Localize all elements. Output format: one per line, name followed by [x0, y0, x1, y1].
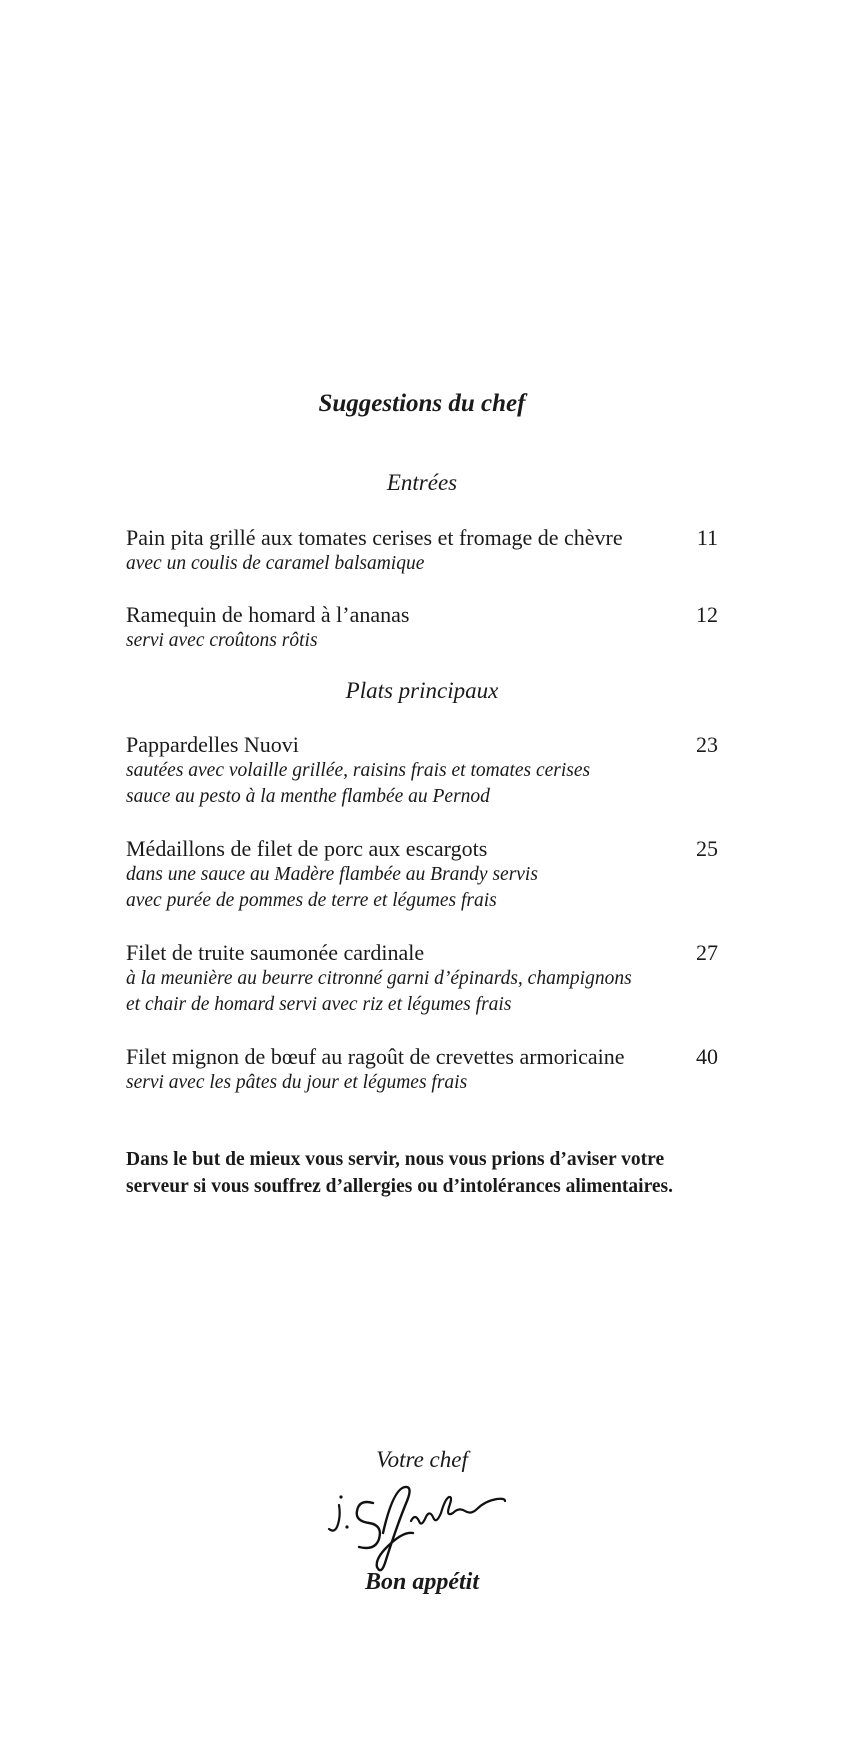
- menu-title: Suggestions du chef: [318, 390, 526, 417]
- item-description: avec purée de pommes de terre et légumes frais: [126, 890, 497, 911]
- item-name: Filet de truite saumonée cardinale: [126, 940, 425, 965]
- menu-item: [126, 601, 718, 654]
- item-name: Médaillons de filet de porc aux escargots: [126, 836, 488, 861]
- section-heading-entrees: Entrées: [386, 470, 458, 495]
- section-heading-plats-principaux: Plats principaux: [345, 678, 499, 703]
- menu-item: [126, 939, 718, 1018]
- item-name: Ramequin de homard à l’ananas: [126, 602, 410, 627]
- item-name: Pain pita grillé aux tomates cerises et fromage de chèvre: [126, 525, 623, 550]
- item-description: avec un coulis de caramel balsamique: [126, 553, 425, 574]
- item-price: 12: [696, 602, 718, 627]
- item-description: servi avec croûtons rôtis: [126, 630, 318, 651]
- chef-signature: [325, 1483, 515, 1573]
- menu-item: [126, 731, 718, 810]
- item-name: Pappardelles Nuovi: [126, 732, 299, 757]
- menu-item: [126, 1043, 718, 1096]
- item-price: 27: [696, 940, 718, 965]
- item-description: sautées avec volaille grillée, raisins frais et tomates cerises: [126, 760, 591, 781]
- item-description: dans une sauce au Madère flambée au Brandy servis: [126, 864, 538, 885]
- bon-appetit-label: Bon appétit: [364, 1569, 479, 1595]
- allergy-notice-line: serveur si vous souffrez d’allergies ou d’intolérances alimentaires.: [126, 1176, 674, 1197]
- item-price: 11: [696, 525, 718, 550]
- item-description: sauce au pesto à la menthe flambée au Pernod: [126, 786, 490, 807]
- item-description: et chair de homard servi avec riz et légumes frais: [126, 994, 512, 1015]
- item-price: 25: [696, 836, 718, 861]
- item-name: Filet mignon de bœuf au ragoût de crevettes armoricaine: [126, 1044, 625, 1069]
- item-description: servi avec les pâtes du jour et légumes frais: [126, 1072, 468, 1093]
- menu-item: [126, 524, 718, 577]
- votre-chef-label: Votre chef: [376, 1447, 468, 1472]
- item-description: à la meunière au beurre citronné garni d’épinards, champignons: [126, 968, 632, 989]
- item-price: 23: [696, 732, 718, 757]
- allergy-notice: [126, 1146, 726, 1200]
- menu-item: [126, 835, 718, 914]
- item-price: 40: [696, 1044, 718, 1069]
- allergy-notice-line: Dans le but de mieux vous servir, nous vous prions d’aviser votre: [126, 1149, 665, 1170]
